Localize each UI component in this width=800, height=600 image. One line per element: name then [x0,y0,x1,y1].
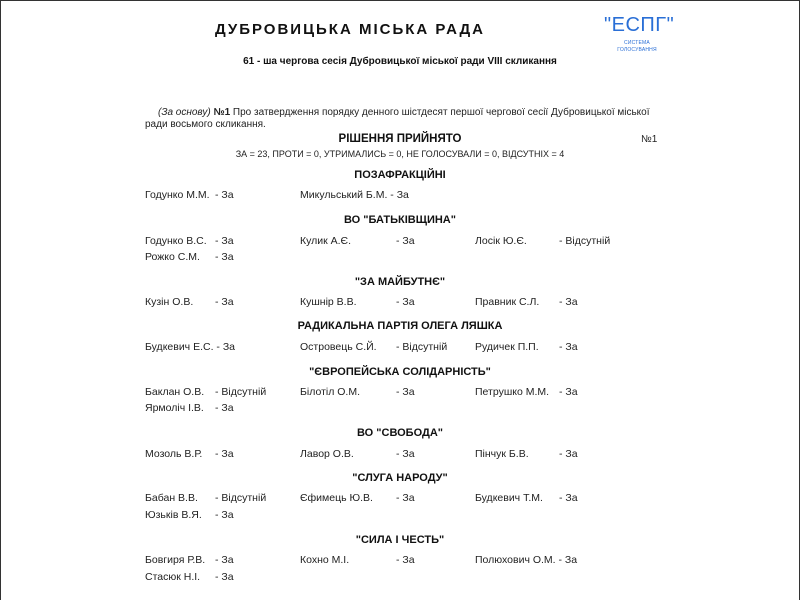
member-result: - За [215,296,234,308]
member-name: Будкевич Т.М. [475,492,543,504]
member-result: - За [215,235,234,247]
member-name: Рожко С.М. [145,251,200,263]
member-vote [300,386,415,398]
member-name: Микульський Б.М. - За [300,189,409,201]
member-name: Бабан В.В. [145,492,198,504]
member-result: - За [396,386,415,398]
member-vote [145,571,234,583]
faction-heading: РАДИКАЛЬНА ПАРТІЯ ОЛЕГА ЛЯШКА [297,320,503,332]
member-name: Полюхович О.М. - За [475,554,578,566]
member-result: - За [215,509,234,521]
member-result: - Відсутній [559,235,611,247]
decision-status: РІШЕННЯ ПРИЙНЯТО [338,133,462,145]
faction-heading: "СЛУГА НАРОДУ" [352,472,448,484]
member-name: Будкевич Е.С. - За [145,341,236,353]
member-result: - Відсутній [215,386,267,398]
member-vote [145,448,234,460]
member-result: - За [559,296,578,308]
member-result: - За [559,448,578,460]
faction-heading: "ЗА МАЙБУТНЄ" [354,276,446,288]
member-name: Юзьків В.Я. [145,509,202,521]
member-vote [145,509,234,521]
member-vote [145,402,234,414]
member-name: Баклан О.В. [145,386,205,398]
member-name: Правник С.Л. [475,296,540,308]
member-result: - За [559,341,578,353]
member-name: Пінчук Б.В. [475,448,529,460]
agenda-text: Про затвердження порядку денного шістдесят першої чергової сесії Дубровицької міської ради восьмого скликання. [145,107,650,130]
member-result: - За [396,492,415,504]
member-result: - За [215,448,234,460]
member-name: Мозоль В.Р. [145,448,203,460]
faction-heading: ВО "БАТЬКІВЩИНА" [344,214,456,226]
member-vote [145,341,235,353]
council-title: ДУБРОВИЦЬКА МІСЬКА РАДА [215,21,485,38]
member-vote [300,189,409,201]
member-name: Білотіл О.М. [300,386,361,398]
member-name: Кузін О.В. [145,296,194,308]
member-vote [300,296,415,308]
member-vote [475,492,578,504]
member-vote [475,235,610,247]
member-result: - За [215,251,234,263]
member-name: Єфимець Ю.В. [300,492,373,504]
member-name: Рудичек П.П. [475,341,539,353]
member-name: Кушнір В.В. [300,296,357,308]
member-result: - За [559,386,578,398]
member-name: Годунко В.С. [145,235,207,247]
member-vote [300,492,415,504]
member-vote [300,554,415,566]
member-vote [145,554,234,566]
member-name: Годунко М.М. [145,189,210,201]
member-result: - За [215,554,234,566]
logo-text: "ЕСПГ" [604,14,675,36]
member-vote [300,235,415,247]
member-result: - За [215,189,234,201]
member-vote [475,386,578,398]
member-result: - За [215,402,234,414]
agenda-item [145,107,665,131]
faction-heading: "СИЛА І ЧЕСТЬ" [355,534,445,546]
member-vote [475,341,578,353]
member-name: Островець С.Й. [300,341,377,353]
faction-heading: ВО "СВОБОДА" [357,427,443,439]
member-vote [145,296,234,308]
member-name: Стасюк Н.І. [145,571,201,583]
member-vote [475,448,578,460]
member-name: Кохно М.І. [300,554,350,566]
member-vote [475,554,577,566]
member-vote [145,386,266,398]
member-vote [300,341,447,353]
member-vote [145,251,234,263]
espg-logo [604,14,675,54]
agenda-number: №1 [213,107,231,118]
member-vote [145,492,266,504]
logo-subtitle: СИСТЕМА ГОЛОСУВАННЯ [617,40,657,53]
member-result: - За [396,235,415,247]
member-result: - За [215,571,234,583]
member-name: Петрушко М.М. [475,386,550,398]
member-result: - За [396,296,415,308]
faction-heading: ПОЗАФРАКЦІЙНІ [354,169,446,181]
session-title: 61 - ша чергова сесія Дубровицької міської ради VIII скликання [243,56,557,67]
member-result: - За [559,492,578,504]
faction-heading: "ЄВРОПЕЙСЬКА СОЛІДАРНІСТЬ" [309,366,491,378]
member-name: Кулик А.Є. [300,235,352,247]
member-vote [145,189,234,201]
member-result: - Відсутній [215,492,267,504]
member-vote [300,448,415,460]
member-name: Бовгиря Р.В. [145,554,206,566]
member-name: Лавор О.В. [300,448,354,460]
member-result: - Відсутній [396,341,448,353]
vote-tally: ЗА = 23, ПРОТИ = 0, УТРИМАЛИСЬ = 0, НЕ ГОЛОСУВАЛИ = 0, ВІДСУТНІХ = 4 [235,149,565,159]
member-vote [145,235,234,247]
decision-number: №1 [641,134,658,145]
member-result: - За [396,448,415,460]
member-name: Ярмоліч І.В. [145,402,204,414]
member-name: Лосік Ю.Є. [475,235,527,247]
member-result: - За [396,554,415,566]
member-vote [475,296,578,308]
agenda-basis: (За основу) [158,107,211,118]
